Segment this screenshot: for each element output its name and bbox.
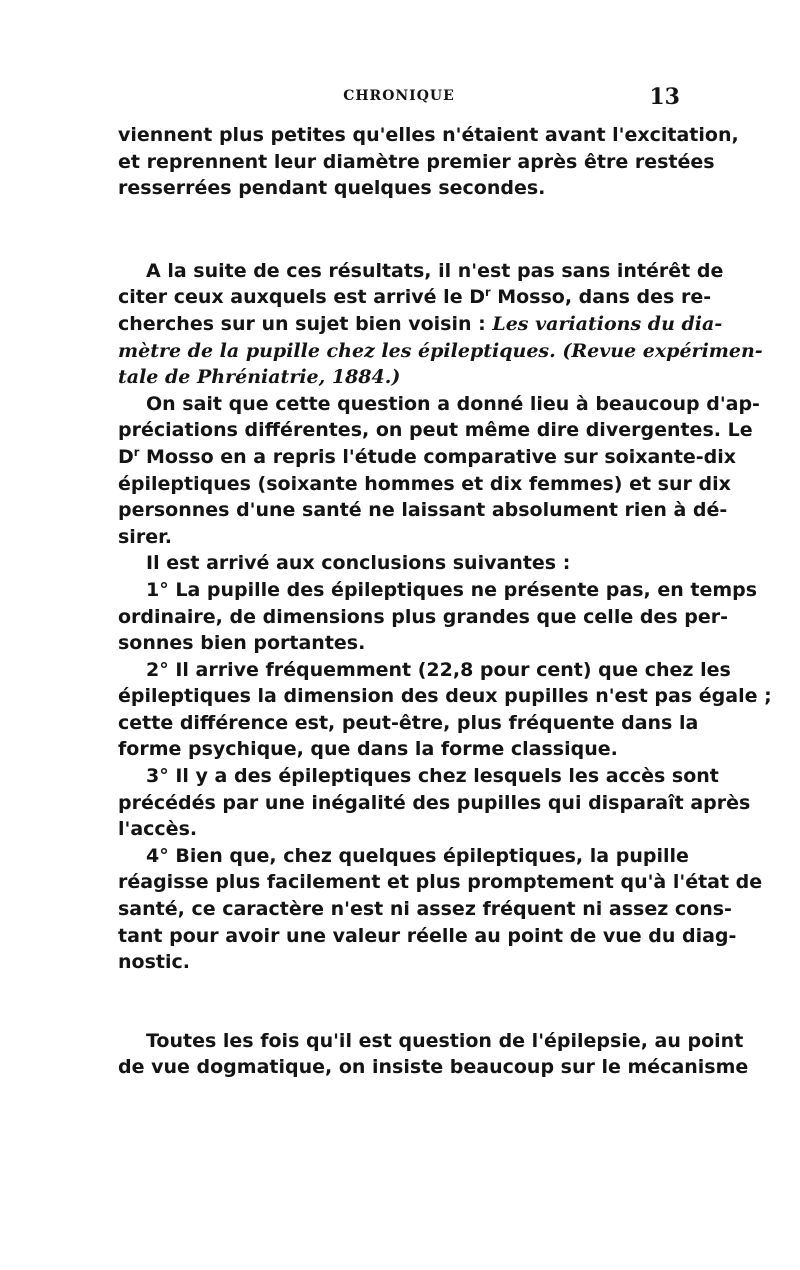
list-item-1 — [118, 577, 758, 657]
text-line: viennent plus petites qu'elles n'étaient avant l'excitation, — [118, 124, 739, 146]
superscript: r — [133, 445, 140, 460]
text-line: santé, ce caractère n'est ni assez fréquent ni assez cons- — [118, 898, 732, 921]
paragraph-3 — [118, 391, 760, 551]
text-line: Toutes les fois qu'il est question de l'épilepsie, au point — [146, 1029, 744, 1052]
text-line: précédés par une inégalité des pupilles qui disparaît après — [118, 791, 751, 814]
paragraph-2 — [118, 258, 763, 391]
paragraph-1 — [118, 122, 739, 202]
text-line: l'accès. — [118, 818, 198, 841]
text-line: forme psychique, que dans la forme classique. — [118, 738, 618, 761]
text-line: réagisse plus facilement et plus promptement qu'à l'état de — [118, 871, 763, 894]
text-line: préciations différentes, on peut même dire divergentes. Le — [118, 419, 753, 442]
text-line: sirer. — [118, 525, 172, 548]
italic-title: Les variations du dia- — [492, 312, 723, 335]
text-line: Il est arrivé aux conclusions suivantes : — [146, 552, 571, 575]
text-line: 1° La pupille des épileptiques ne présente pas, en temps — [146, 578, 758, 601]
line-segment: Mosso en a repris l'étude comparative sur soixante-dix — [139, 445, 737, 468]
text-line: sonnes bien portantes. — [118, 632, 366, 655]
text-line: épileptiques (soixante hommes et dix femmes) et sur dix — [118, 472, 731, 495]
running-title: CHRONIQUE — [343, 88, 455, 104]
text-line: 4° Bien que, chez quelques épileptiques, la pupille — [146, 844, 689, 867]
superscript: r — [484, 285, 491, 300]
italic-title: tale de Phréniatrie, 1884.) — [118, 366, 401, 389]
text-line: de vue dogmatique, on insiste beaucoup sur le mécanisme — [118, 1056, 749, 1079]
text-line: A la suite de ces résultats, il n'est pas sans intérêt de — [146, 259, 724, 282]
text-line: ordinaire, de dimensions plus grandes que celle des per- — [118, 605, 728, 628]
text-line: et reprennent leur diamètre premier après être restées — [118, 150, 715, 173]
text-line — [118, 444, 737, 471]
italic-title: mètre de la pupille chez les épileptiques. (Revue expérimen- — [118, 339, 763, 362]
text-line: tant pour avoir une valeur réelle au point de vue du diag- — [118, 924, 737, 947]
list-item-2 — [118, 657, 772, 763]
list-item-4 — [118, 843, 763, 976]
text-line: resserrées pendant quelques secondes. — [118, 177, 546, 200]
text-line: 2° Il arrive fréquemment (22,8 pour cent) que chez les — [146, 658, 731, 681]
page-header — [118, 84, 680, 116]
line-segment: Mosso, dans des re- — [490, 286, 712, 309]
text-line: épileptiques la dimension des deux pupilles n'est pas égale ; — [118, 685, 772, 708]
list-item-3 — [118, 763, 751, 843]
body-text — [118, 122, 772, 1081]
text-line — [118, 338, 763, 365]
text-line: cette différence est, peut-être, plus fréquente dans la — [118, 711, 699, 734]
text-line: personnes d'une santé ne laissant absolument rien à dé- — [118, 499, 728, 522]
line-segment: citer ceux auxquels est arrivé le D — [118, 286, 485, 309]
text-line: 3° Il y a des épileptiques chez lesquels les accès sont — [146, 765, 719, 788]
text-line: On sait que cette question a donné lieu à beaucoup d'ap- — [146, 392, 760, 415]
line-segment: D — [118, 445, 134, 468]
text-line: nostic. — [118, 951, 190, 974]
paragraph-5 — [118, 1028, 749, 1081]
paragraph-4 — [118, 550, 680, 577]
text-line — [118, 364, 680, 391]
text-line — [118, 311, 723, 338]
text-line — [118, 284, 712, 311]
line-segment: cherches sur un sujet bien voisin : — [118, 312, 486, 335]
page-number: 13 — [649, 84, 680, 110]
